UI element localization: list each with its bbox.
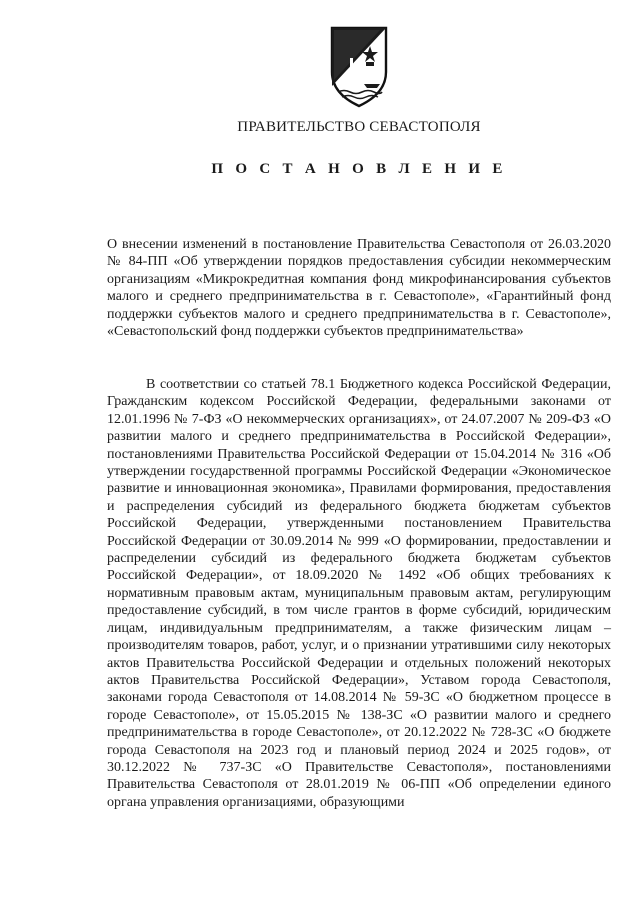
resolution-body-paragraph: В соответствии со статьей 78.1 Бюджетного кодекса Российской Федерации, Гражданским кодексом Российской Федерации, федеральными законами от 12.01.1996 № 7-ФЗ «О некоммерческих организациях», от 24.07.2007 № 209-ФЗ «О развитии малого и среднего предпринимательства в Российской Федерации», постановлениями Правительства Российской Федерации от 15.04.2014 № 316 «Об утверждении государственной программы Российской Федерации «Экономическое развитие и инновационная экономика», Правилами формирования, предоставления и распределения субсидий из федерального бюджета бюджетам субъектов Российской Федерации, утвержденными постановлением Правительства Российской Федерации от 30.09.2014 № 999 «О формировании, предоставлении и распределении субсидий из федерального бюджета бюджетам субъектов Российской Федерации», от 18.09.2020 № 1492 «Об общих требованиях к нормативным правовым актам, муниципальным правовым актам, регулирующим предоставление субсидий, в том числе грантов в форме субсидий, юридическим лицам, индивидуальным предпринимателям, а также физическим лицам – производителям товаров, работ, услуг, и о признании утратившими силу некоторых актов Правительства Российской Федерации и отдельных положений некоторых актов Правительства Российской Федерации», Уставом города Севастополя, законами города Севастополя от 14.08.2014 № 59-ЗС «О бюджетном процессе в городе Севастополе», от 15.05.2015 № 138-ЗС «О развитии малого и среднего предпринимательства в городе Севастополе», от 20.12.2022 № 728-ЗС «О бюджете города Севастополя на 2023 год и плановый период 2024 и 2025 годов», от 30.12.2022 № 737-ЗС «О Правительстве Севастополя», постановлениями Правительства Севастополя от 28.01.2019 № 06-ПП «Об определении единого органа управления организациями, образующими [107, 377, 611, 810]
resolution-subject: О внесении изменений в постановление Правительства Севастополя от 26.03.2020 № 84-ПП «Об утверждении порядков предоставления субсидии некоммерческим организациям «Микрокредитная компания фонд микрофинансирования субъектов малого и среднего предпринимательства в г. Севастополе», «Гарантийный фонд поддержки субъектов малого и среднего предпринимательства в г. Севастополе», «Севастопольский фонд поддержки субъектов предпринимательства» [107, 237, 611, 340]
sevastopol-coat-of-arms-icon [326, 24, 392, 108]
government-title: ПРАВИТЕЛЬСТВО СЕВАСТОПОЛЯ [237, 119, 481, 135]
document-type-heading: П О С Т А Н О В Л Е Н И Е [211, 161, 507, 177]
